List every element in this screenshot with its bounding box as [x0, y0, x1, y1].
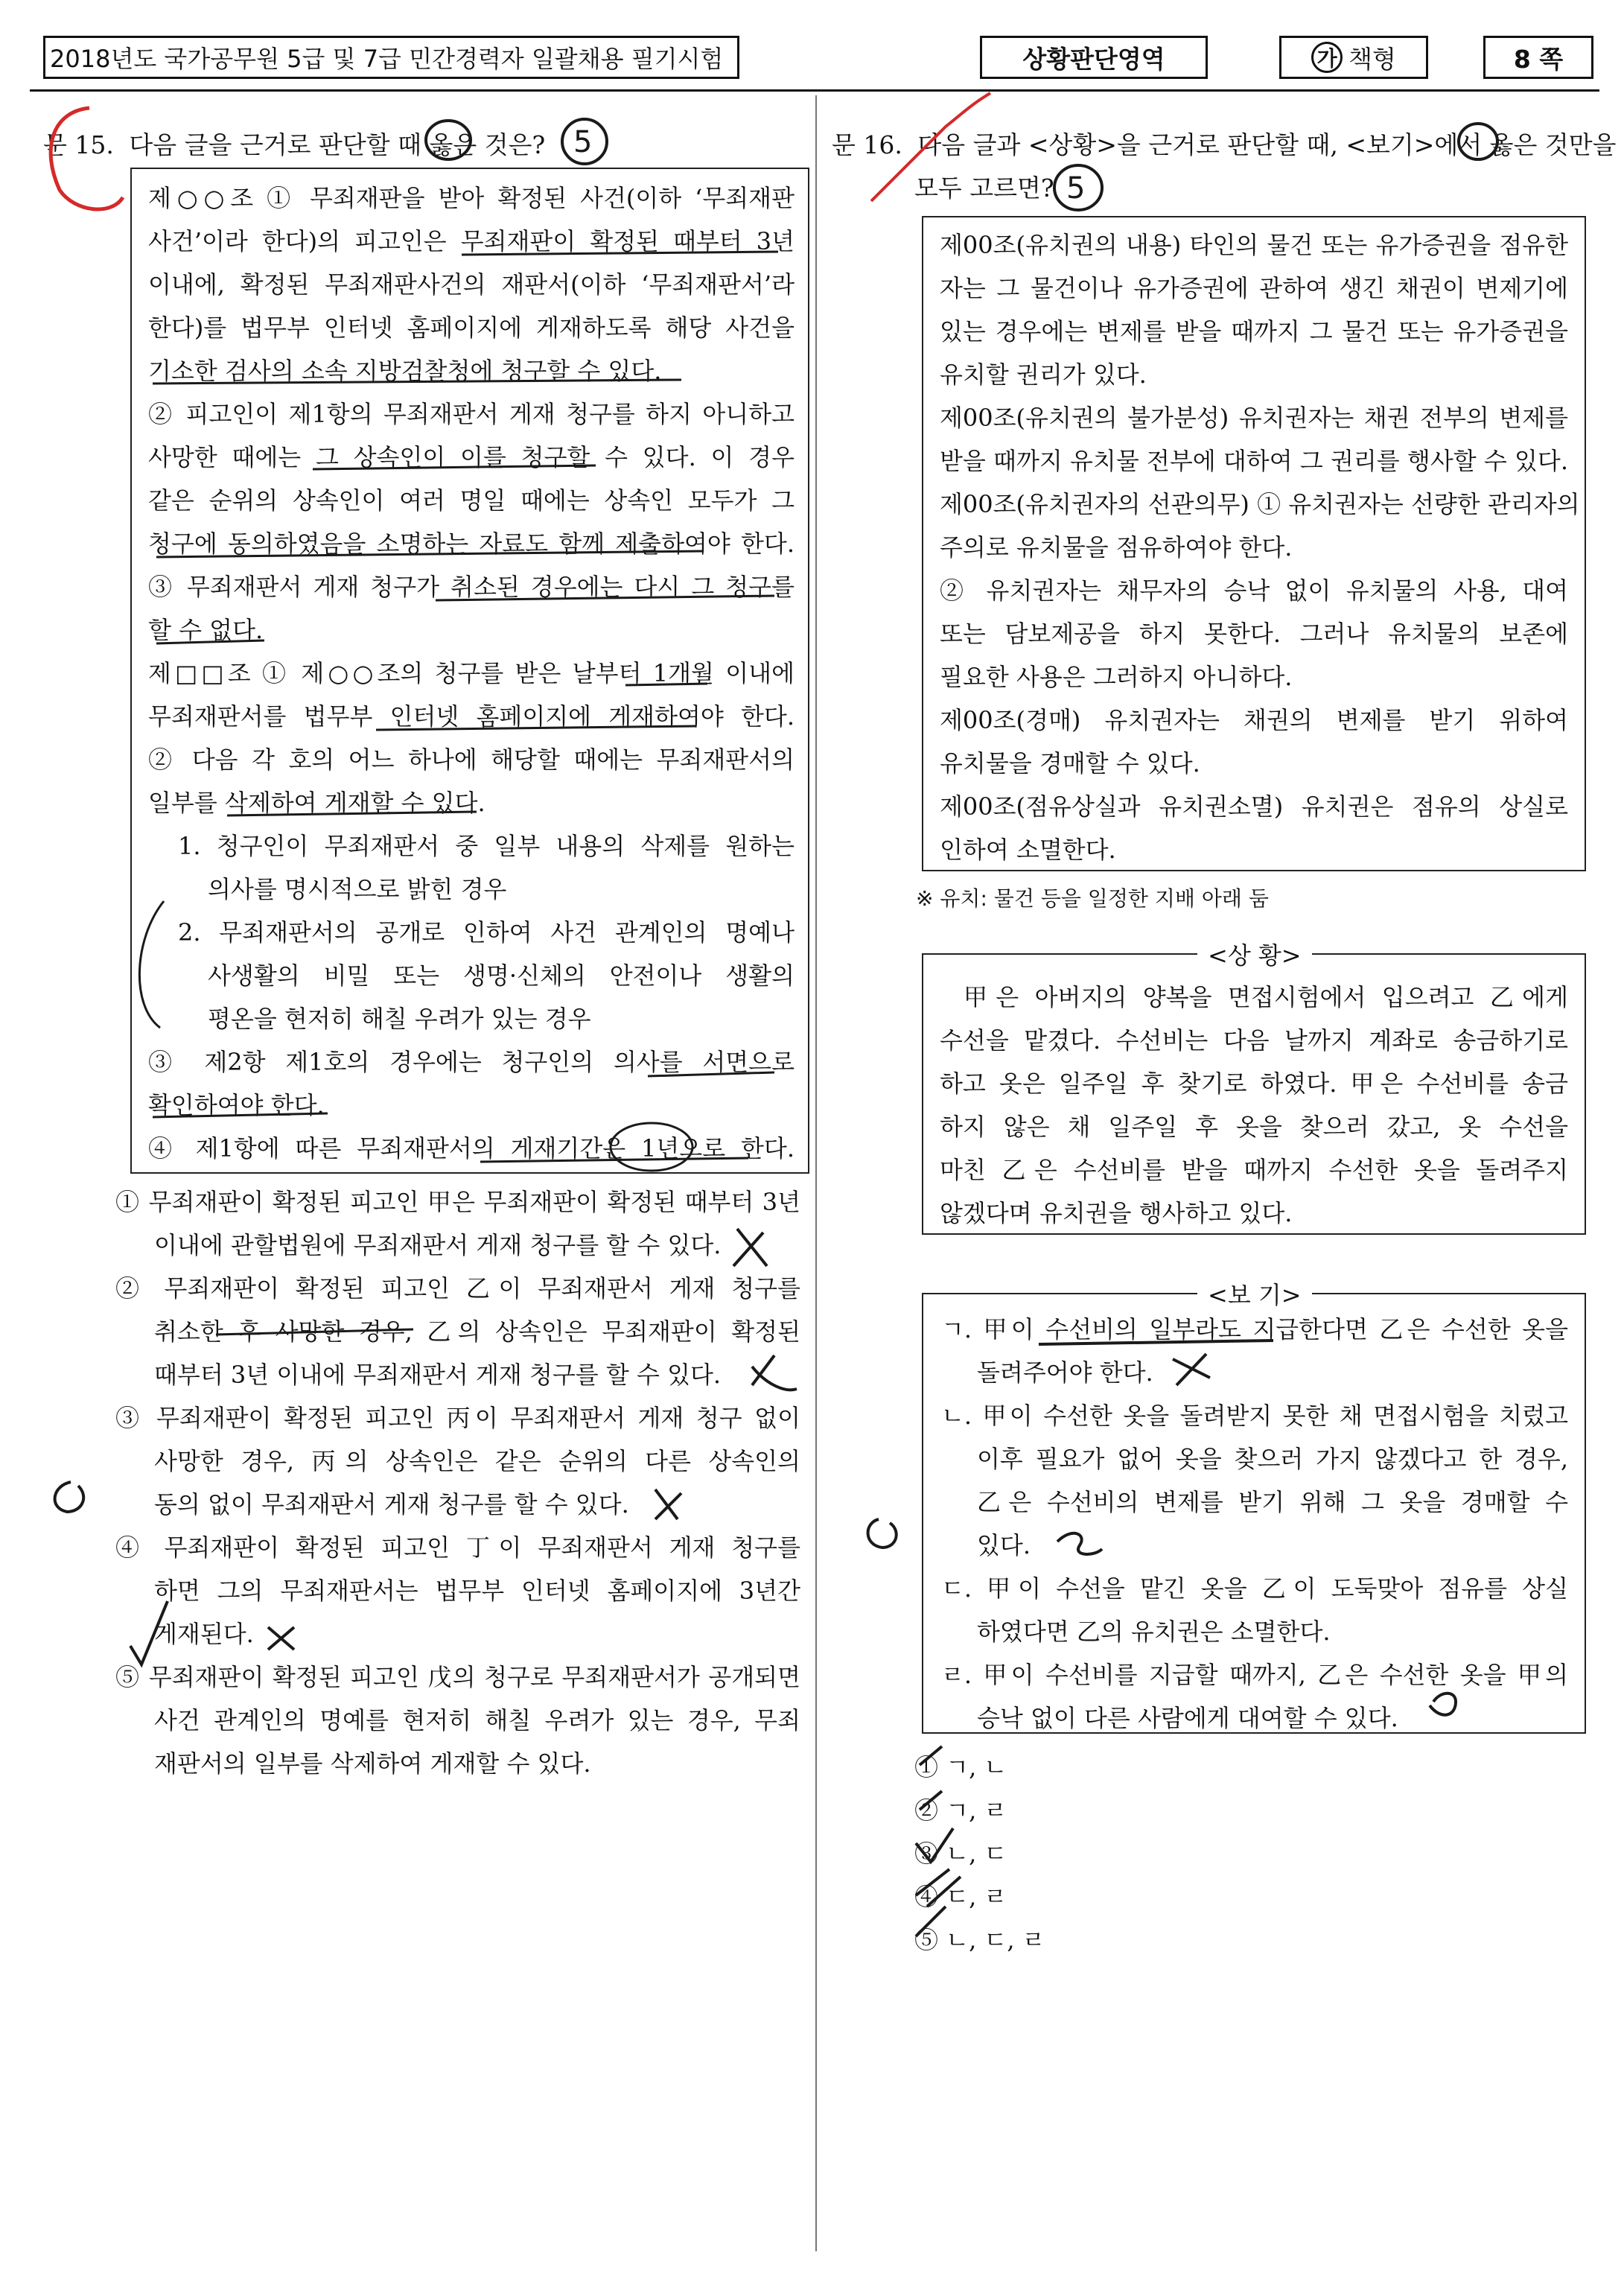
q16-passage-line: 또는 담보제공을 하지 못한다. 그러나 유치물의 보존에	[940, 620, 1568, 648]
q15-option[interactable]: ⑤ 무죄재판이 확정된 피고인 戊의 청구로 무죄재판서가 공개되면	[115, 1663, 800, 1691]
q15-passage-line: 일부를 삭제하여 게재할 수 있다.	[148, 789, 485, 817]
q16-passage-line: 인하여 소멸한다.	[940, 836, 1116, 864]
q16-passage-line: 주의로 유치물을 점유하여야 한다.	[940, 533, 1293, 562]
q15-option[interactable]: ② 무죄재판이 확정된 피고인 乙이 무죄재판서 게재 청구를	[115, 1274, 800, 1303]
bogi-item-continued: 乙은 수선비의 변제를 받기 위해 그 옷을 경매할 수	[977, 1488, 1568, 1516]
q15-passage-line: 같은 순위의 상속인이 여러 명일 때에는 상속인 모두가 그	[148, 486, 795, 515]
q15-passage-line: 이내에, 확정된 무죄재판사건의 재판서(이하 ‘무죄재판서’라	[148, 270, 795, 299]
bogi-item-continued: 이후 필요가 없어 옷을 찾으러 가지 않겠다고 한 경우,	[977, 1445, 1568, 1473]
q15-title	[43, 124, 545, 167]
situation-line: 마친 乙은 수선비를 받을 때까지 수선한 옷을 돌려주지	[940, 1156, 1568, 1184]
q16-passage-line: 유치할 권리가 있다.	[940, 360, 1147, 389]
q15-passage-line: 기소한 검사의 소속 지방검찰청에 청구할 수 있다.	[148, 357, 662, 385]
q15-option[interactable]: ④ 무죄재판이 확정된 피고인 丁이 무죄재판서 게재 청구를	[115, 1533, 800, 1562]
q16-option[interactable]: ④ ㄷ, ㄹ	[914, 1883, 1007, 1911]
situation-line: 甲은 아버지의 양복을 면접시험에서 입으려고 乙에게	[964, 983, 1568, 1011]
booklet-type	[1279, 36, 1428, 79]
q15-passage-line: 의사를 명시적으로 밝힌 경우	[208, 875, 507, 903]
bogi-item: ㄹ. 甲이 수선비를 지급할 때까지, 乙은 수선한 옷을 甲의	[941, 1661, 1568, 1689]
q16-option[interactable]: ③ ㄴ, ㄷ	[914, 1839, 1007, 1868]
q16-title	[832, 124, 1617, 167]
bogi-item: ㄴ. 甲이 수선한 옷을 돌려받지 못한 채 면접시험을 치렀고	[941, 1402, 1568, 1430]
page-number: 8 쪽	[1483, 36, 1593, 79]
exam-title: 2018년도 국가공무원 5급 및 7급 민간경력자 일괄채용 필기시험	[43, 36, 739, 79]
q15-option-continued: 이내에 관할법원에 무죄재판서 게재 청구를 할 수 있다.	[154, 1231, 722, 1259]
bogi-title: <보 기>	[1208, 1281, 1302, 1309]
q15-passage-line: ③ 제2항 제1호의 경우에는 청구인의 의사를 서면으로	[148, 1048, 795, 1076]
bogi-items	[941, 1308, 1568, 1740]
q15-passage-line: ② 다음 각 호의 어느 하나에 해당할 때에는 무죄재판서의	[148, 745, 795, 774]
q15-passage-line: 청구에 동의하였음을 소명하는 자료도 함께 제출하여야 한다.	[148, 530, 795, 558]
q15-passage-line: 한다)를 법무부 인터넷 홈페이지에 게재하도록 해당 사건을	[148, 314, 795, 342]
q15-number: 문 15.	[43, 130, 114, 159]
q16-passage-line: 있는 경우에는 변제를 받을 때까지 그 물건 또는 유가증권을	[940, 317, 1568, 346]
q15-option-continued: 재판서의 일부를 삭제하여 게재할 수 있다.	[154, 1749, 591, 1778]
q15-answer-circle	[562, 119, 607, 164]
q16-note: ※ 유치: 물건 등을 일정한 지배 아래 둠	[916, 886, 1269, 911]
column-divider	[815, 95, 817, 2251]
bogi-item: ㄷ. 甲이 수선을 맡긴 옷을 乙이 도둑맞아 점유를 상실	[941, 1574, 1568, 1603]
situation-text	[940, 976, 1568, 1235]
q16-passage-line: 받을 때까지 유치물 전부에 대하여 그 권리를 행사할 수 있다.	[940, 447, 1568, 475]
bogi-item: ㄱ. 甲이 수선비의 일부라도 지급한다면 乙은 수선한 옷을	[941, 1315, 1568, 1343]
section-label: 상황판단영역	[980, 36, 1208, 79]
q15-option-continued: 하면 그의 무죄재판서는 법무부 인터넷 홈페이지에 3년간	[154, 1577, 800, 1605]
booklet-mark: 가	[1311, 42, 1343, 73]
q15-passage-line: 사건’이라 한다)의 피고인은 무죄재판이 확정된 때부터 3년	[148, 227, 795, 255]
q16-option[interactable]: ⑤ ㄴ, ㄷ, ㄹ	[914, 1926, 1045, 1954]
q16-passage-line: 제00조(점유상실과 유치권소멸) 유치권은 점유의 상실로	[940, 792, 1568, 821]
q15-option-continued: 취소한 후 사망한 경우, 乙의 상속인은 무죄재판이 확정된	[154, 1317, 800, 1346]
q16-answer-circle	[1054, 165, 1102, 210]
q16-answer-digit: 5	[1066, 171, 1086, 206]
bogi-box	[922, 1293, 1586, 1734]
q15-option[interactable]: ① 무죄재판이 확정된 피고인 甲은 무죄재판이 확정된 때부터 3년	[115, 1188, 800, 1216]
situation-box	[922, 953, 1586, 1235]
q15-option-continued: 때부터 3년 이내에 무죄재판서 게재 청구를 할 수 있다.	[154, 1361, 722, 1389]
q16-prompt-line1: 다음 글과 <상황>을 근거로 판단할 때, <보기>에서 옳은 것만을	[917, 130, 1617, 159]
situation-line: 수선을 맡겼다. 수선비는 다음 날까지 계좌로 송금하기로	[940, 1026, 1568, 1055]
q15-passage-line: ④ 제1항에 따른 무죄재판서의 게재기간은 1년으로 한다.	[148, 1134, 795, 1163]
q16-prompt-line2: 모두 고르면?	[914, 174, 1054, 203]
q16-option[interactable]: ① ㄱ, ㄴ	[914, 1753, 1007, 1781]
bogi-item-continued: 승낙 없이 다른 사람에게 대여할 수 있다.	[977, 1704, 1398, 1732]
bogi-item-continued: 돌려주어야 한다.	[977, 1358, 1153, 1387]
q15-passage-line: 1. 청구인이 무죄재판서 중 일부 내용의 삭제를 원하는	[178, 832, 795, 860]
situation-line: 하고 옷은 일주일 후 찾기로 하였다. 甲은 수선비를 송금	[940, 1069, 1568, 1098]
q15-passage-box	[130, 168, 809, 1174]
q15-passage-line: 제○○조 ① 무죄재판을 받아 확정된 사건(이하 ‘무죄재판	[148, 184, 795, 212]
q15-option[interactable]: ③ 무죄재판이 확정된 피고인 丙이 무죄재판서 게재 청구 없이	[115, 1404, 800, 1432]
q15-passage-line: 2. 무죄재판서의 공개로 인하여 사건 관계인의 명예나	[178, 918, 795, 947]
q15-option-continued: 동의 없이 무죄재판서 게재 청구를 할 수 있다.	[154, 1490, 629, 1519]
q16-passage	[940, 223, 1580, 871]
q16-passage-line: 자는 그 물건이나 유가증권에 관하여 생긴 채권이 변제기에	[940, 274, 1568, 302]
header-rule	[30, 89, 1599, 92]
q15-answer-digit: 5	[573, 125, 593, 159]
q16-passage-line: 제00조(유치권자의 선관의무) ① 유치권자는 선량한 관리자의	[940, 490, 1580, 518]
q15-passage-line: 사생활의 비밀 또는 생명·신체의 안전이나 생활의	[208, 961, 795, 990]
q16-passage-line: 제00조(유치권의 내용) 타인의 물건 또는 유가증권을 점유한	[940, 231, 1568, 259]
q15-passage-line: 무죄재판서를 법무부 인터넷 홈페이지에 게재하여야 한다.	[148, 702, 795, 731]
q15-passage-line: ② 피고인이 제1항의 무죄재판서 게재 청구를 하지 아니하고	[148, 400, 795, 428]
q16-passage-box	[922, 216, 1586, 871]
q15-passage-line: 확인하여야 한다.	[148, 1091, 325, 1119]
q15-option-continued: 사망한 경우, 丙의 상속인은 같은 순위의 다른 상속인의	[154, 1447, 800, 1475]
q15-options	[115, 1180, 800, 1785]
situation-line: 하지 않은 채 일주일 후 옷을 찾으러 갔고, 옷 수선을	[940, 1113, 1568, 1141]
bogi-item-continued: 하였다면 乙의 유치권은 소멸한다.	[977, 1618, 1331, 1646]
q15-passage-line: 할 수 없다.	[148, 616, 264, 644]
q15-option-continued: 게재된다.	[154, 1620, 254, 1648]
situation-title: <상 황>	[1208, 941, 1302, 970]
q15-passage-line: 사망한 때에는 그 상속인이 이를 청구할 수 있다. 이 경우	[148, 443, 795, 471]
q16-passage-line: ② 유치권자는 채무자의 승낙 없이 유치물의 사용, 대여	[940, 576, 1568, 605]
booklet-label: 책형	[1348, 44, 1396, 74]
q16-option[interactable]: ② ㄱ, ㄹ	[914, 1796, 1007, 1825]
q15-passage-line: ③ 무죄재판서 게재 청구가 취소된 경우에는 다시 그 청구를	[148, 573, 795, 601]
q16-passage-line: 제00조(유치권의 불가분성) 유치권자는 채권 전부의 변제를	[940, 404, 1568, 432]
q15-passage-line: 제□□조 ① 제○○조의 청구를 받은 날부터 1개월 이내에	[148, 659, 795, 687]
q15-prompt: 다음 글을 근거로 판단할 때 옳은 것은?	[129, 130, 546, 159]
q16-passage-line: 제00조(경매) 유치권자는 채권의 변제를 받기 위하여	[940, 706, 1568, 734]
q15-option-continued: 사건 관계인의 명예를 현저히 해칠 우려가 있는 경우, 무죄	[154, 1706, 800, 1734]
q16-passage-line: 필요한 사용은 그러하지 아니하다.	[940, 663, 1293, 691]
q16-passage-line: 유치물을 경매할 수 있다.	[940, 749, 1200, 777]
situation-line: 않겠다며 유치권을 행사하고 있다.	[940, 1199, 1293, 1227]
q15-passage-line: 평온을 현저히 해칠 우려가 있는 경우	[208, 1005, 591, 1033]
q15-passage	[148, 177, 795, 1170]
bogi-item-continued: 있다.	[977, 1531, 1031, 1559]
q16-number: 문 16.	[832, 130, 902, 159]
q16-options	[914, 1746, 1045, 1962]
